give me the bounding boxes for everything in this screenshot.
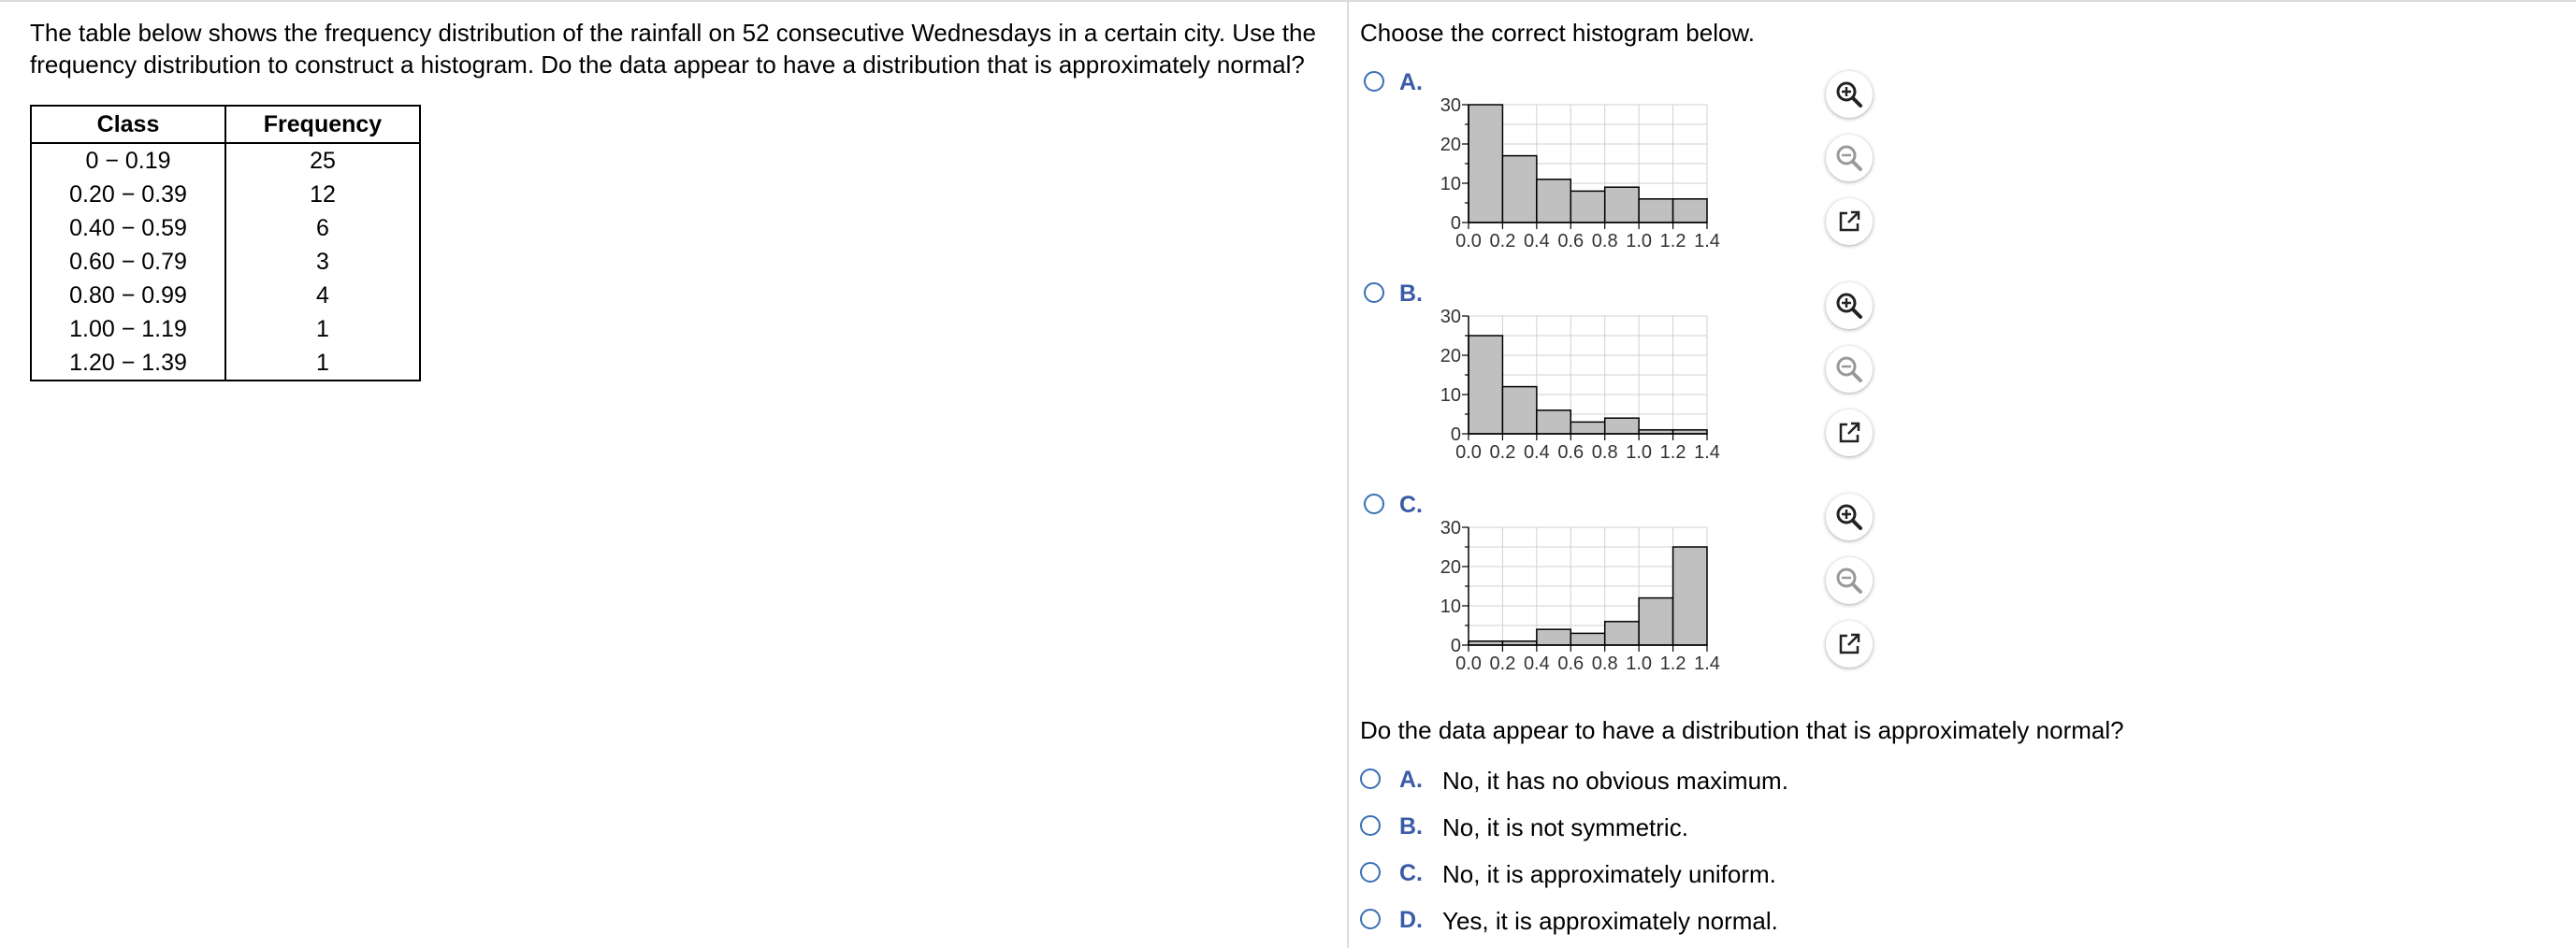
zoom-in-button-b[interactable] [1826,282,1873,329]
class-cell: 0.40 − 0.59 [31,211,225,245]
popout-button-b[interactable] [1826,409,1873,456]
x-tick-label: 1.4 [1694,654,1720,674]
answer-letter-b: B. [1399,813,1423,840]
radio-option-a[interactable] [1364,71,1384,92]
y-tick-label: 10 [1440,596,1461,617]
class-cell: 0 − 0.19 [31,143,225,178]
option-letter-b: B. [1399,280,1423,307]
x-tick-label: 0.2 [1489,654,1516,674]
y-tick-label: 30 [1440,95,1461,116]
answer-text-c: No, it is approximately uniform. [1442,860,1776,888]
radio-option-c[interactable] [1364,494,1384,514]
table-row [31,245,420,279]
histogram-bar [1605,418,1639,434]
answer-text-b: No, it is not symmetric. [1442,813,1688,841]
popout-icon [1834,207,1864,237]
class-cell: 0.20 − 0.39 [31,178,225,211]
x-tick-label: 0.6 [1557,231,1585,251]
y-tick-label: 0 [1450,636,1461,656]
zoom-in-button-c[interactable] [1826,494,1873,540]
frequency-cell: 1 [225,346,420,381]
radio-answer-d[interactable] [1360,909,1381,929]
y-tick-label: 30 [1440,307,1461,327]
histogram-bar [1537,410,1570,434]
table-row [31,143,420,178]
answer-panel [1360,0,2567,948]
zoom-out-icon [1834,143,1864,173]
histogram-bar [1502,387,1536,434]
histogram-bar [1570,422,1604,434]
question-panel [30,17,1330,80]
x-tick-label: 0.4 [1523,654,1550,674]
frequency-cell: 1 [225,312,420,346]
radio-option-b[interactable] [1364,282,1384,303]
histogram-c [1422,514,1720,682]
class-cell: 1.20 − 1.39 [31,346,225,381]
frequency-cell: 6 [225,211,420,245]
x-tick-label: 0.8 [1591,231,1618,251]
histogram-bar [1570,191,1604,223]
y-tick-label: 20 [1440,135,1461,155]
zoom-out-button-b[interactable] [1826,346,1873,393]
answer-letter-d: D. [1399,907,1423,933]
y-tick-label: 30 [1440,518,1461,539]
frequency-table [30,105,421,381]
answer-letter-a: A. [1399,767,1423,793]
frequency-cell: 12 [225,178,420,211]
zoom-in-icon [1834,79,1864,109]
histogram-bar [1570,633,1604,645]
y-tick-label: 10 [1440,174,1461,194]
x-tick-label: 1.0 [1626,654,1653,674]
x-tick-label: 1.0 [1626,442,1653,463]
histogram-bar [1639,598,1672,645]
x-tick-label: 0.8 [1591,654,1618,674]
class-cell: 1.00 − 1.19 [31,312,225,346]
x-tick-label: 0.6 [1557,442,1585,463]
histogram-bar [1469,336,1502,434]
x-tick-label: 1.4 [1694,442,1720,463]
panel-divider [1347,2,1349,948]
answer-letter-c: C. [1399,860,1423,886]
y-tick-label: 0 [1450,424,1461,445]
x-tick-label: 1.0 [1626,231,1653,251]
frequency-cell: 25 [225,143,420,178]
histogram-bar [1537,629,1570,645]
histogram-b [1422,303,1720,471]
histogram-a [1422,92,1720,260]
x-tick-label: 0.0 [1455,231,1482,251]
x-tick-label: 0.2 [1489,231,1516,251]
normality-question: Do the data appear to have a distribution that is approximately normal? [1360,716,2124,744]
x-tick-label: 1.2 [1659,231,1686,251]
y-tick-label: 10 [1440,385,1461,406]
question-text: The table below shows the frequency distribution of the rainfall on 52 consecutive Wednesdays in a certain city. Use the frequency distribution to construct a histogram. Do the data appear to have a distribution that is approximately normal? [30,19,1316,79]
x-tick-label: 0.0 [1455,654,1482,674]
radio-answer-c[interactable] [1360,862,1381,883]
histogram-bar [1605,187,1639,223]
histogram-prompt: Choose the correct histogram below. [1360,19,1755,47]
frequency-cell: 4 [225,279,420,312]
histogram-bar [1537,180,1570,223]
zoom-in-button-a[interactable] [1826,71,1873,118]
table-row [31,279,420,312]
zoom-in-icon [1834,502,1864,532]
histogram-bar [1502,156,1536,223]
column-header-frequency: Frequency [225,106,420,143]
histogram-bar [1639,199,1672,223]
popout-button-a[interactable] [1826,198,1873,245]
y-tick-label: 20 [1440,346,1461,366]
x-tick-label: 1.4 [1694,231,1720,251]
radio-answer-b[interactable] [1360,815,1381,836]
x-tick-label: 0.6 [1557,654,1585,674]
x-tick-label: 0.4 [1523,442,1550,463]
column-header-class: Class [31,106,225,143]
histogram-bar [1673,547,1707,645]
histogram-bar [1469,105,1502,223]
x-tick-label: 1.2 [1659,654,1686,674]
class-cell: 0.80 − 0.99 [31,279,225,312]
table-header-row [31,106,420,143]
answer-text-a: No, it has no obvious maximum. [1442,767,1788,795]
class-cell: 0.60 − 0.79 [31,245,225,279]
radio-answer-a[interactable] [1360,768,1381,789]
histogram-bar [1605,622,1639,645]
zoom-in-icon [1834,291,1864,321]
table-row [31,211,420,245]
x-tick-label: 0.4 [1523,231,1550,251]
frequency-cell: 3 [225,245,420,279]
option-letter-c: C. [1399,492,1423,518]
popout-icon [1834,418,1864,448]
answer-text-d: Yes, it is approximately normal. [1442,907,1778,935]
zoom-out-button-a[interactable] [1826,135,1873,181]
table-row [31,178,420,211]
zoom-out-icon [1834,354,1864,384]
x-tick-label: 0.8 [1591,442,1618,463]
histogram-bar [1673,199,1707,223]
table-row [31,346,420,381]
y-tick-label: 0 [1450,213,1461,234]
zoom-out-icon [1834,566,1864,596]
popout-icon [1834,629,1864,659]
zoom-out-button-c[interactable] [1826,557,1873,604]
x-tick-label: 0.0 [1455,442,1482,463]
y-tick-label: 20 [1440,557,1461,578]
option-letter-a: A. [1399,69,1423,95]
x-tick-label: 0.2 [1489,442,1516,463]
table-row [31,312,420,346]
x-tick-label: 1.2 [1659,442,1686,463]
popout-button-c[interactable] [1826,621,1873,668]
